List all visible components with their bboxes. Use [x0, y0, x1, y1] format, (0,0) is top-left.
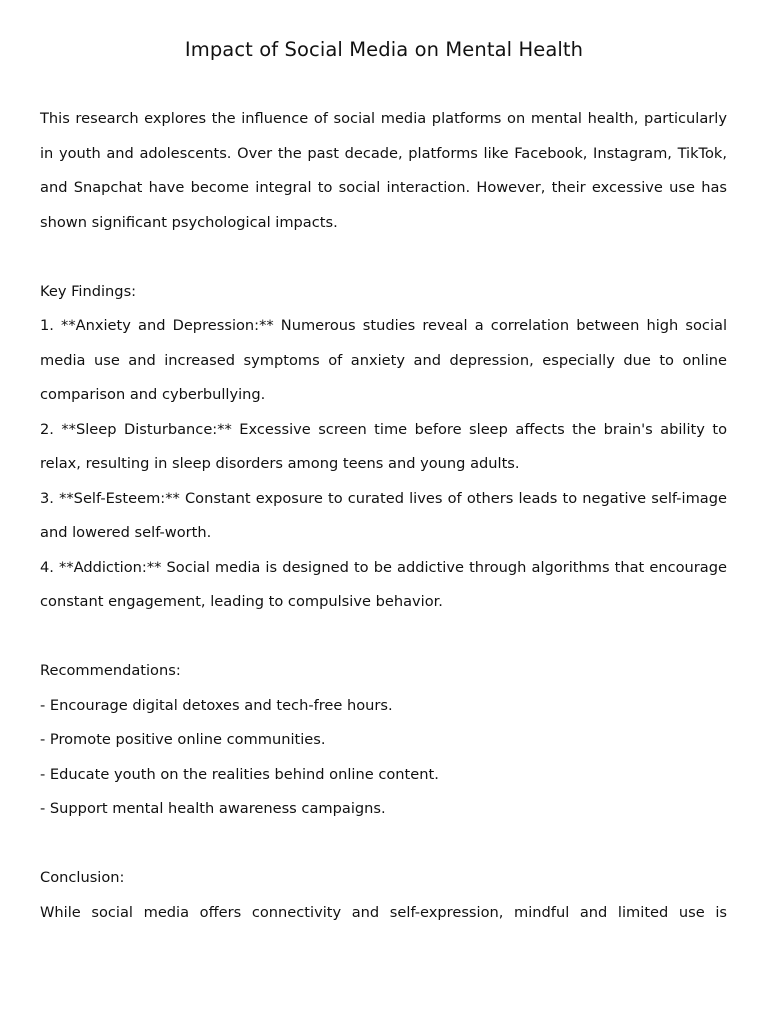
document-title: Impact of Social Media on Mental Health: [184, 38, 584, 61]
spacer: [40, 827, 727, 862]
spacer: [40, 620, 727, 655]
finding-item: 3. **Self-Esteem:** Constant exposure to curated lives of others leads to negative self-image and lowered self-worth.: [40, 489, 727, 541]
recommendation-item: - Encourage digital detoxes and tech-free hours.: [40, 696, 393, 714]
finding-item: 2. **Sleep Disturbance:** Excessive screen time before sleep affects the brain's ability to relax, resulting in sleep disorders among teens and young adults.: [40, 420, 727, 472]
document-body: [40, 102, 727, 930]
conclusion-paragraph: While social media offers connectivity and self-expression, mindful and limited use is: [40, 903, 727, 921]
recommendation-item: - Support mental health awareness campaigns.: [40, 800, 386, 817]
intro-paragraph: This research explores the influence of social media platforms on mental health, particularly in youth and adolescents. Over the past decade, platforms like Facebook, Instagram, TikTok, and Snapchat have become integral to social interaction. However, their excessive use has shown significant psychological impacts.: [40, 110, 727, 231]
spacer: [40, 240, 727, 275]
conclusion-heading: Conclusion:: [40, 869, 125, 886]
key-findings-heading: Key Findings:: [40, 282, 137, 300]
recommendation-item: - Promote positive online communities.: [40, 731, 326, 748]
finding-item: 4. **Addiction:** Social media is designed to be addictive through algorithms that encourage constant engagement, leading to compulsive behavior.: [40, 558, 727, 610]
recommendation-item: - Educate youth on the realities behind online content.: [40, 765, 439, 783]
finding-item: 1. **Anxiety and Depression:** Numerous studies reveal a correlation between high social media use and increased symptoms of anxiety and depression, especially due to online comparison and cyberbullying.: [40, 317, 727, 403]
recommendations-heading: Recommendations:: [40, 662, 181, 679]
